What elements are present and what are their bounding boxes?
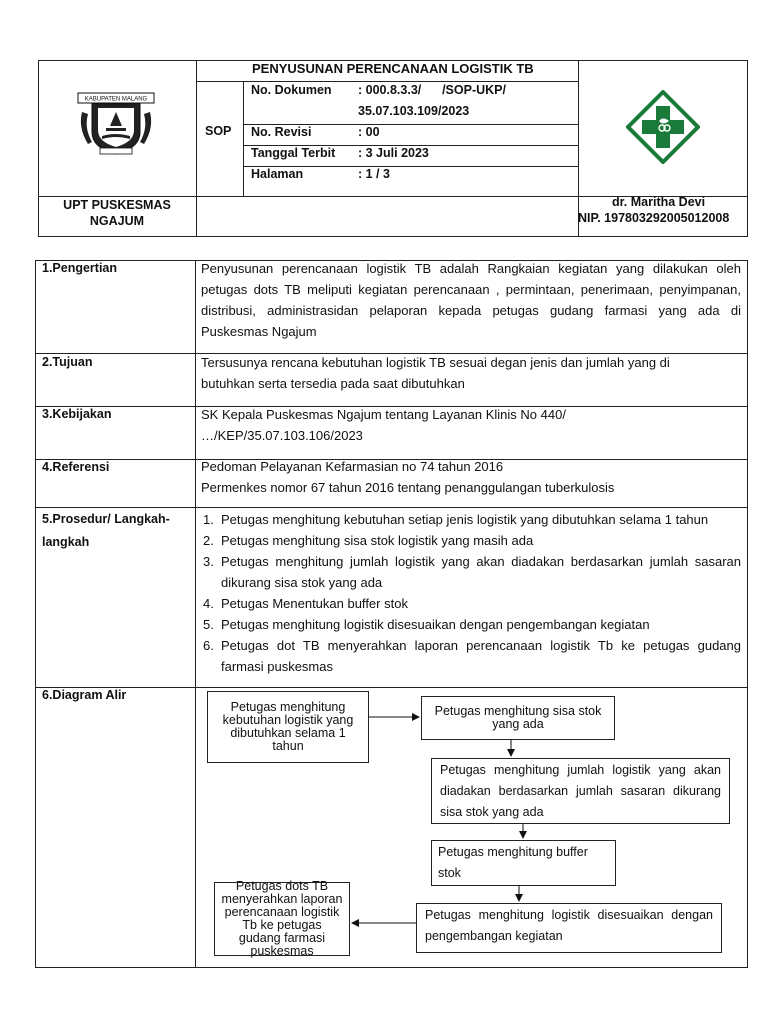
list-item: 2. Petugas menghitung sisa stok logistik yang masih ada	[203, 533, 534, 548]
no-dokumen-label: No. Dokumen	[251, 83, 332, 97]
no-dokumen-value-line2: 35.07.103.109/2023	[358, 104, 470, 118]
halaman-label: Halaman	[251, 167, 304, 181]
tujuan-text: Tersusunya rencana kebutuhan logistik TB sesuai degan jenis dan jumlah yang di butuhkan serta tersedia pada saat dibutuhkan	[201, 355, 670, 391]
signer-nip: NIP. 197803292005012008	[578, 211, 730, 225]
list-item: 3. Petugas menghitung jumlah logistik yang akan diadakan berdasarkan jumlah sasaran dikurang sisa stok yang ada	[203, 554, 741, 590]
flow-box-6: Petugas dots TB menyerahkan laporan perencanaan logistik Tb ke petugas gudang farmasi puskesmas	[214, 882, 350, 956]
list-item: 6. Petugas dot TB menyerahkan laporan perencanaan logistik Tb ke petugas gudang farmasi puskesmas	[203, 638, 741, 674]
list-item: 5. Petugas menghitung logistik disesuaikan dengan pengembangan kegiatan	[203, 617, 650, 632]
signer-name: dr. Maritha Devi	[612, 195, 706, 209]
flow-box-3: Petugas menghitung jumlah logistik yang akan diadakan berdasarkan jumlah sasaran dikurang sisa stok yang ada	[431, 758, 730, 824]
tujuan-label: 2.Tujuan	[42, 355, 93, 369]
flow-box-4: Petugas menghitung buffer stok	[431, 840, 616, 886]
sop-label: SOP	[205, 124, 232, 138]
document-title: PENYUSUNAN PERENCANAAN LOGISTIK TB	[252, 61, 534, 76]
tanggal-terbit-value: : 3 Juli 2023	[358, 146, 429, 160]
kebijakan-text: SK Kepala Puskesmas Ngajum tentang Layanan Klinis No 440/ …/KEP/35.07.103.106/2023	[201, 407, 566, 443]
tanggal-terbit-label: Tanggal Terbit	[251, 146, 336, 160]
flow-box-5: Petugas menghitung logistik disesuaikan dengan pengembangan kegiatan	[416, 903, 722, 953]
diagram-label: 6.Diagram Alir	[42, 688, 127, 702]
no-dokumen-value: : 000.8.3.3/ /SOP-UKP/	[358, 83, 506, 97]
list-item: 1. Petugas menghitung kebutuhan setiap jenis logistik yang dibutuhkan selama 1 tahun	[203, 512, 709, 527]
pengertian-text: Penyusunan perencanaan logistik TB adalah Rangkaian kegiatan yang dilakukan oleh petugas dots TB meliputi kegiatan perencanaan , permintaan, penerimaan, penyimpanan, distribusi, administrasidan pelaporan kepada petugas gudang farmasi yang ada di Puskesmas Ngajum	[201, 261, 741, 339]
pengertian-label: 1.Pengertian	[42, 261, 118, 275]
referensi-text: Pedoman Pelayanan Kefarmasian no 74 tahun 2016 Permenkes nomor 67 tahun 2016 tentang penanggulangan tuberkulosis	[201, 459, 615, 495]
list-item: 4. Petugas Menentukan buffer stok	[203, 596, 408, 611]
no-revisi-label: No. Revisi	[251, 125, 312, 139]
referensi-label: 4.Referensi	[42, 460, 110, 474]
kebijakan-label: 3.Kebijakan	[42, 407, 112, 421]
no-revisi-value: : 00	[358, 125, 380, 139]
flow-box-2: Petugas menghitung sisa stok yang ada	[421, 696, 615, 740]
logo-caption: KABUPATEN MALANG	[84, 96, 148, 103]
halaman-value: : 1 / 3	[358, 167, 390, 181]
flow-box-1: Petugas menghitung kebutuhan logistik yang dibutuhkan selama 1 tahun	[207, 691, 369, 763]
prosedur-label: 5.Prosedur/ Langkah- langkah	[42, 512, 170, 549]
org-name: UPT PUSKESMAS NGAJUM	[63, 198, 171, 228]
